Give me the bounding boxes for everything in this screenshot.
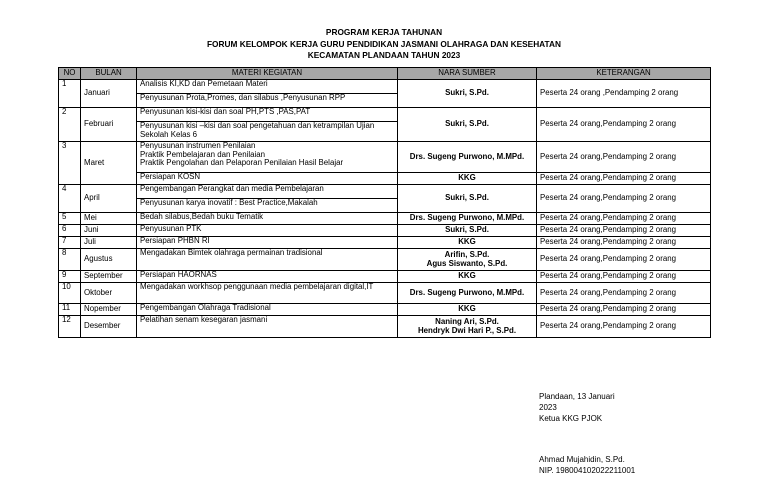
cell-nara-sumber: Drs. Sugeng Purwono, M.MPd. — [398, 142, 537, 173]
cell-materi: Pengembangan Olahraga Tradisional — [137, 304, 398, 316]
cell-nara-sumber-line: Arifin, S.Pd. — [444, 249, 490, 259]
cell-keterangan: Peserta 24 orang,Pendamping 2 orang — [537, 225, 711, 237]
cell-bulan: Juli — [81, 237, 137, 249]
cell-keterangan: Peserta 24 orang,Pendamping 2 orang — [537, 108, 711, 142]
table-row — [59, 237, 711, 249]
cell-no: 10 — [59, 283, 81, 304]
table-row — [59, 316, 711, 338]
cell-bulan: Desember — [81, 316, 137, 338]
signature-place-date: Plandaan, 13 Januari — [539, 392, 615, 401]
cell-nara-sumber: Drs. Sugeng Purwono, M.MPd. — [398, 283, 537, 304]
cell-materi-line: Praktik Pembelajaran dan Penilaian — [140, 149, 266, 159]
cell-no: 2 — [59, 108, 81, 142]
signature-name: Ahmad Mujahidin, S.Pd. — [539, 455, 625, 464]
cell-bulan: Juni — [81, 225, 137, 237]
cell-no: 12 — [59, 316, 81, 338]
cell-nara-sumber: Sukri, S.Pd. — [398, 185, 537, 213]
cell-materi: Pengembangan Perangkat dan media Pembelajaran — [137, 185, 398, 199]
cell-materi-line: Praktik Pengolahan dan Pelaporan Penilaian Hasil Belajar — [140, 158, 344, 168]
cell-materi: Mengadakan Bimtek olahraga permainan tradisional — [137, 249, 398, 271]
cell-keterangan: Peserta 24 orang,Pendamping 2 orang — [537, 237, 711, 249]
table-row — [59, 283, 711, 304]
cell-materi: Persiapan PHBN RI — [137, 237, 398, 249]
table-row — [59, 185, 711, 199]
cell-bulan: Maret — [81, 142, 137, 185]
cell-keterangan: Peserta 24 orang,Pendamping 2 orang — [537, 304, 711, 316]
cell-keterangan: Peserta 24 orang ,Pendamping 2 orang — [537, 80, 711, 108]
header-bulan: BULAN — [81, 68, 137, 80]
cell-keterangan: Peserta 24 orang,Pendamping 2 orang — [537, 283, 711, 304]
cell-materi: Pelatihan senam kesegaran jasmani — [137, 316, 398, 338]
cell-materi: Persiapan HAORNAS — [137, 271, 398, 283]
table-row — [59, 249, 711, 271]
table-row — [59, 271, 711, 283]
table-row — [59, 142, 711, 173]
cell-nara-sumber: Drs. Sugeng Purwono, M.MPd. — [398, 213, 537, 225]
cell-materi: Penyusunan PTK — [137, 225, 398, 237]
cell-no: 9 — [59, 271, 81, 283]
cell-keterangan: Peserta 24 orang,Pendamping 2 orang — [537, 213, 711, 225]
cell-bulan: Februari — [81, 108, 137, 142]
signature-nip: NIP. 198004102022211001 — [539, 466, 636, 475]
table-row — [59, 213, 711, 225]
document-subtitle: FORUM KELOMPOK KERJA GURU PENDIDIKAN JASMANI OLAHRAGA DAN KESEHATAN — [206, 39, 561, 49]
table-header-row — [59, 68, 711, 80]
cell-nara-sumber: Sukri, S.Pd. — [398, 225, 537, 237]
cell-nara-sumber — [398, 316, 537, 338]
program-table — [58, 67, 711, 338]
cell-no: 1 — [59, 80, 81, 108]
cell-nara-sumber: KKG — [398, 271, 537, 283]
cell-bulan: April — [81, 185, 137, 213]
table-body — [59, 80, 711, 338]
cell-nara-sumber-line: Hendryk Dwi Hari P., S.Pd. — [417, 325, 517, 335]
table-row — [59, 173, 711, 185]
cell-keterangan: Peserta 24 orang,Pendamping 2 orang — [537, 142, 711, 173]
header-nara-sumber: NARA SUMBER — [398, 68, 537, 80]
cell-materi: Bedah silabus,Bedah buku Tematik — [137, 213, 398, 225]
signature-year: 2023 — [539, 403, 557, 412]
document-title: PROGRAM KERJA TAHUNAN — [325, 27, 443, 37]
cell-materi: Mengadakan workhsop penggunaan media pembelajaran digital,IT — [137, 283, 398, 304]
cell-no: 8 — [59, 249, 81, 271]
cell-keterangan: Peserta 24 orang,Pendamping 2 orang — [537, 316, 711, 338]
cell-nara-sumber: KKG — [398, 304, 537, 316]
cell-materi: Penyusunan karya inovatif : Best Practice,Makalah — [137, 199, 398, 213]
cell-no: 3 — [59, 142, 81, 185]
cell-materi: Persiapan KOSN — [137, 173, 398, 185]
cell-keterangan: Peserta 24 orang,Pendamping 2 orang — [537, 271, 711, 283]
cell-no: 4 — [59, 185, 81, 213]
header-keterangan: KETERANGAN — [537, 68, 711, 80]
header-materi: MATERI KEGIATAN — [137, 68, 398, 80]
cell-keterangan: Peserta 24 orang,Pendamping 2 orang — [537, 185, 711, 213]
cell-no: 6 — [59, 225, 81, 237]
cell-nara-sumber-line: Agus Siswanto, S.Pd. — [426, 258, 508, 268]
cell-bulan: September — [81, 271, 137, 283]
cell-bulan: Januari — [81, 80, 137, 108]
cell-bulan: Mei — [81, 213, 137, 225]
cell-no: 11 — [59, 304, 81, 316]
cell-bulan: Oktober — [81, 283, 137, 304]
cell-nara-sumber: KKG — [398, 173, 537, 185]
cell-no: 7 — [59, 237, 81, 249]
table-row — [59, 80, 711, 94]
cell-materi-line: Penyusunan instrumen Penilaian — [140, 141, 256, 150]
cell-nara-sumber-line: Naning Ari, S.Pd. — [435, 316, 499, 326]
cell-no: 5 — [59, 213, 81, 225]
table-row — [59, 304, 711, 316]
cell-materi: Penyusunan kisi –kisi dan soal pengetahuan dan ketrampilan Ujian Sekolah Kelas 6 — [137, 122, 398, 142]
header-no: NO — [59, 68, 81, 80]
document-location-year: KECAMATAN PLANDAAN TAHUN 2023 — [307, 50, 461, 60]
cell-materi: Penyusunan kisi-kisi dan soal PH,PTS ,PAS,PAT — [137, 108, 398, 122]
cell-keterangan: Peserta 24 orang,Pendamping 2 orang — [537, 249, 711, 271]
cell-bulan: Nopember — [81, 304, 137, 316]
table-row — [59, 225, 711, 237]
signature-role: Ketua KKG PJOK — [539, 414, 603, 423]
cell-nara-sumber: Sukri, S.Pd. — [398, 108, 537, 142]
cell-materi: Penyusunan Prota,Promes, dan silabus ,Penyusunan RPP — [137, 94, 398, 108]
cell-bulan: Agustus — [81, 249, 137, 271]
cell-keterangan: Peserta 24 orang,Pendamping 2 orang — [537, 173, 711, 185]
cell-nara-sumber: Sukri, S.Pd. — [398, 80, 537, 108]
cell-nara-sumber: KKG — [398, 237, 537, 249]
cell-materi — [137, 142, 398, 173]
cell-nara-sumber — [398, 249, 537, 271]
table-row — [59, 108, 711, 122]
cell-materi: Analisis KI,KD dan Pemetaan Materi — [137, 80, 398, 94]
